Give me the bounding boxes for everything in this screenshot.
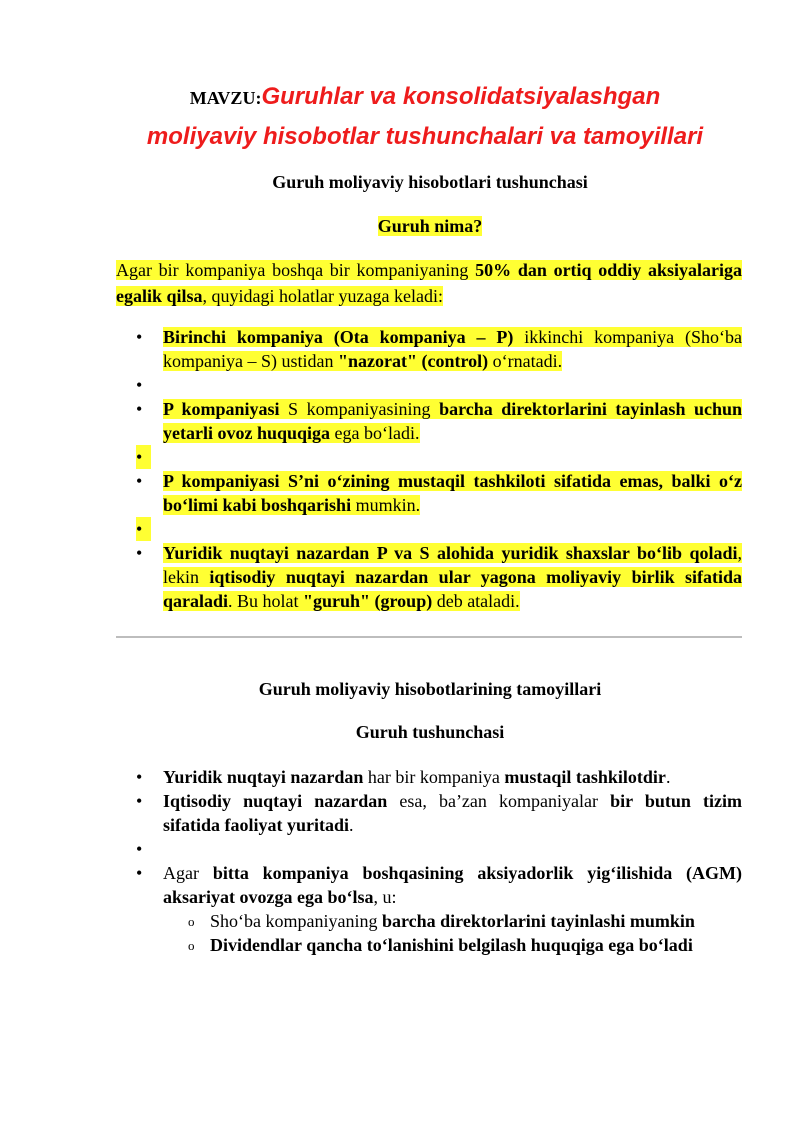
bullet-dot-icon: • — [136, 327, 143, 347]
section2-subheading: Guruh tushunchasi — [355, 722, 505, 742]
list-item — [116, 837, 742, 861]
hollow-circle-icon: o — [188, 914, 195, 929]
bullet-dot-icon: • — [136, 767, 143, 787]
list-item — [116, 445, 742, 469]
list-item: • P kompaniyasi S kompaniyasining barcha direktorlarini tayinlash uchun yetarli ovoz huquqiga ega bo‘ladi. — [136, 399, 742, 443]
sub-list-item: o Sho‘ba kompaniyaning barcha direktorlarini tayinlashi mumkin — [163, 909, 742, 933]
section1-subheading-text: Guruh nima? — [377, 216, 483, 236]
list-item: • Birinchi kompaniya (Ota kompaniya – P) ikkinchi kompaniya (Sho‘ba kompaniya – S) ustidan "nazorat" (control) o‘rnatadi. — [136, 327, 743, 371]
list-item: • P kompaniyasi S’ni o‘zining mustaqil tashkiloti sifatida emas, balki o‘z bo‘limi kabi boshqarishi mumkin. — [136, 471, 742, 515]
bullet-dot-icon: • — [136, 447, 152, 467]
section1-heading: Guruh moliyaviy hisobotlari tushunchasi — [272, 172, 588, 192]
bullet-dot-icon: • — [136, 471, 143, 491]
section1-bullet-list — [116, 325, 742, 613]
bullet-dot-icon: • — [136, 519, 152, 539]
section-divider — [116, 636, 742, 638]
topic-line-2: moliyaviy hisobotlar tushunchalari va tamoyillari — [146, 123, 704, 150]
bullet-dot-icon: • — [136, 543, 143, 563]
section2-bullet-list — [116, 765, 742, 957]
section2-heading: Guruh moliyaviy hisobotlarining tamoyillari — [258, 679, 602, 699]
list-item: • Yuridik nuqtayi nazardan har bir kompaniya mustaqil tashkilotdir. — [136, 767, 671, 787]
bullet-dot-icon: • — [136, 375, 143, 395]
list-item — [116, 373, 742, 397]
list-item: • Yuridik nuqtayi nazardan P va S alohida yuridik shaxslar bo‘lib qoladi, lekin iqtisodiy nuqtayi nazardan ular yagona moliyaviy birlik sifatida qaraladi. Bu holat "guruh" (group) deb ataladi. — [136, 543, 743, 611]
intro-paragraph: Agar bir kompaniya boshqa bir kompaniyaning 50% dan ortiq oddiy aksiyalariga egalik qilsa, quyidagi holatlar yuzaga keladi: — [116, 260, 742, 306]
sub-bullet-list — [163, 909, 742, 957]
document-title — [100, 78, 750, 158]
list-item: • Agar bitta kompaniya boshqasining aksiyadorlik yig‘ilishida (AGM) aksariyat ovozga ega bo‘lsa, u: o Sho‘ba kompaniyaning barcha direktorlarini tayinlashi mumkin o Dividendlar qancha to‘lanishini belgilash huquqiga ega bo‘ladi — [116, 861, 742, 957]
topic-label: MAVZU: — [189, 88, 262, 108]
bullet-dot-icon: • — [136, 791, 143, 811]
list-item — [116, 517, 742, 541]
section1-subheading — [100, 214, 760, 238]
hollow-circle-icon: o — [188, 938, 195, 953]
sub-list-item: o Dividendlar qancha to‘lanishini belgilash huquqiga ega bo‘ladi — [163, 933, 742, 957]
list-item: • Iqtisodiy nuqtayi nazardan esa, ba’zan kompaniyalar bir butun tizim sifatida faoliyat yuritadi. — [136, 791, 742, 835]
bullet-dot-icon: • — [136, 863, 143, 883]
topic-line-1: Guruhlar va konsolidatsiyalashgan — [261, 83, 661, 110]
bullet-dot-icon: • — [136, 399, 143, 419]
bullet-dot-icon: • — [136, 839, 143, 859]
